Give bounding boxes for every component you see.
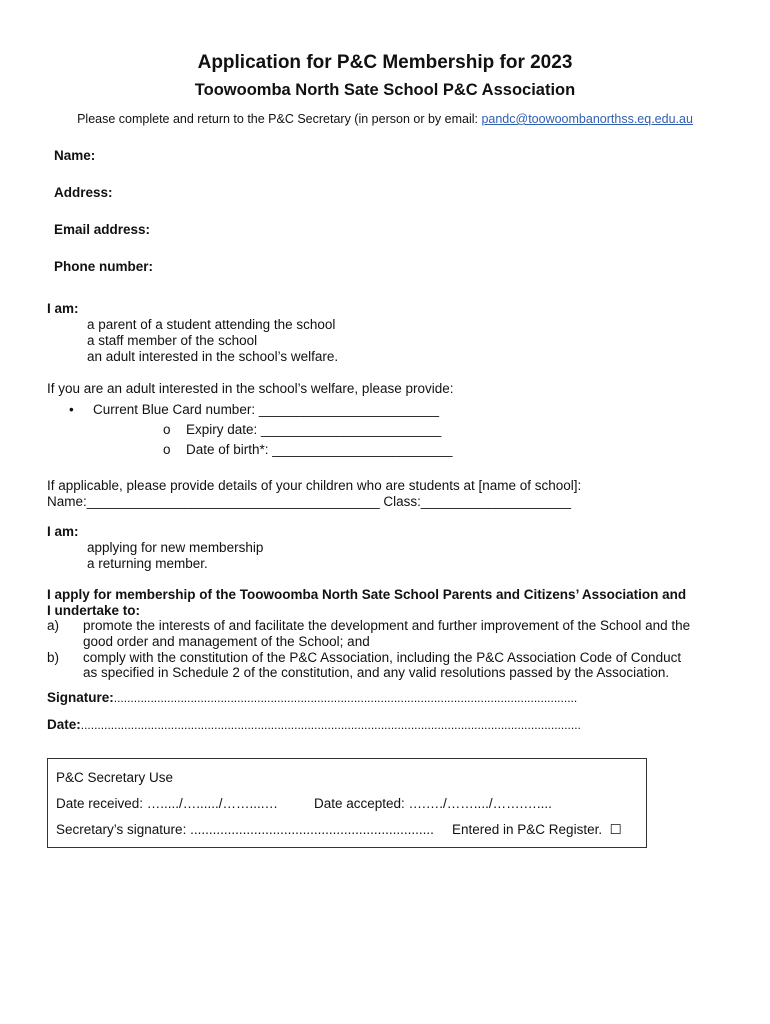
expiry-field: Expiry date: ________________________ <box>186 422 442 437</box>
email-field-label: Email address: <box>54 222 151 237</box>
membership-option-new[interactable] <box>69 540 263 555</box>
declaration-item-label: b) <box>47 650 60 665</box>
address-field-label: Address: <box>54 185 113 200</box>
date-received-field: Date received: …...../…....../……....… <box>56 796 279 811</box>
signature-field <box>47 690 577 705</box>
name-field-label: Name: <box>54 148 96 163</box>
children-field: Name:_______________________________________ Class:____________________ <box>47 494 571 509</box>
blue-card-field: Current Blue Card number: ________________________ <box>93 402 440 417</box>
role-option-staff[interactable] <box>69 333 257 348</box>
checkbox-icon[interactable]: ☐ <box>609 822 622 837</box>
register-field <box>452 822 622 838</box>
sub-bullet-icon: o <box>163 442 171 457</box>
role-option-adult[interactable] <box>69 349 338 364</box>
register-label: Entered in P&C Register. <box>452 822 603 837</box>
form-title: Application for P&C Membership for 2023 <box>197 52 573 73</box>
role-heading: I am: <box>47 301 79 316</box>
role-option-label: a parent of a student attending the school <box>87 317 336 332</box>
bullet-icon: • <box>69 402 74 417</box>
signature-line: ........................................................................................................................................... <box>113 691 578 705</box>
date-label: Date: <box>47 717 81 732</box>
children-intro: If applicable, please provide details of your children who are students at [name of school]: <box>47 478 582 493</box>
date-line: ...................................................................................................................................................... <box>80 718 581 732</box>
sub-bullet-icon: o <box>163 422 171 437</box>
secretary-use-title: P&C Secretary Use <box>56 770 174 785</box>
declaration-item-text: good order and management of the School; and <box>83 634 370 649</box>
membership-option-label: applying for new membership <box>87 540 264 555</box>
adult-intro: If you are an adult interested in the school’s welfare, please provide: <box>47 381 454 396</box>
secretary-signature-field: Secretary’s signature: ................................................................. <box>56 822 434 837</box>
declaration-line-2: I undertake to: <box>47 603 141 618</box>
email-link[interactable]: pandc@toowoombanorthss.eq.edu.au <box>481 112 693 126</box>
form-subtitle: Toowoomba North Sate School P&C Association <box>194 81 576 99</box>
declaration-item-text: comply with the constitution of the P&C Association, including the P&C Association Code of Conduct <box>83 650 682 665</box>
role-option-parent[interactable] <box>69 317 335 332</box>
role-option-label: a staff member of the school <box>87 333 258 348</box>
membership-heading: I am: <box>47 524 79 539</box>
membership-option-returning[interactable] <box>69 556 208 571</box>
declaration-item-text: as specified in Schedule 2 of the constitution, and any valid resolutions passed by the Association. <box>83 665 670 680</box>
declaration-line-1: I apply for membership of the Toowoomba North Sate School Parents and Citizens’ Association and <box>47 587 687 602</box>
phone-field-label: Phone number: <box>54 259 154 274</box>
signature-label: Signature: <box>47 690 114 705</box>
date-accepted-field: Date accepted: ….…./……..../…….….... <box>314 796 552 811</box>
instructions-text: Please complete and return to the P&C Secretary (in person or by email: <box>77 112 482 126</box>
instructions <box>0 112 770 126</box>
role-option-label: an adult interested in the school’s welfare. <box>87 349 339 364</box>
declaration-item-text: promote the interests of and facilitate the development and further improvement of the School and the <box>83 618 691 633</box>
membership-option-label: a returning member. <box>87 556 208 571</box>
date-field <box>47 717 581 732</box>
declaration-item-label: a) <box>47 618 60 633</box>
dob-field: Date of birth*: ________________________ <box>186 442 453 457</box>
secretary-use-box <box>47 758 647 848</box>
